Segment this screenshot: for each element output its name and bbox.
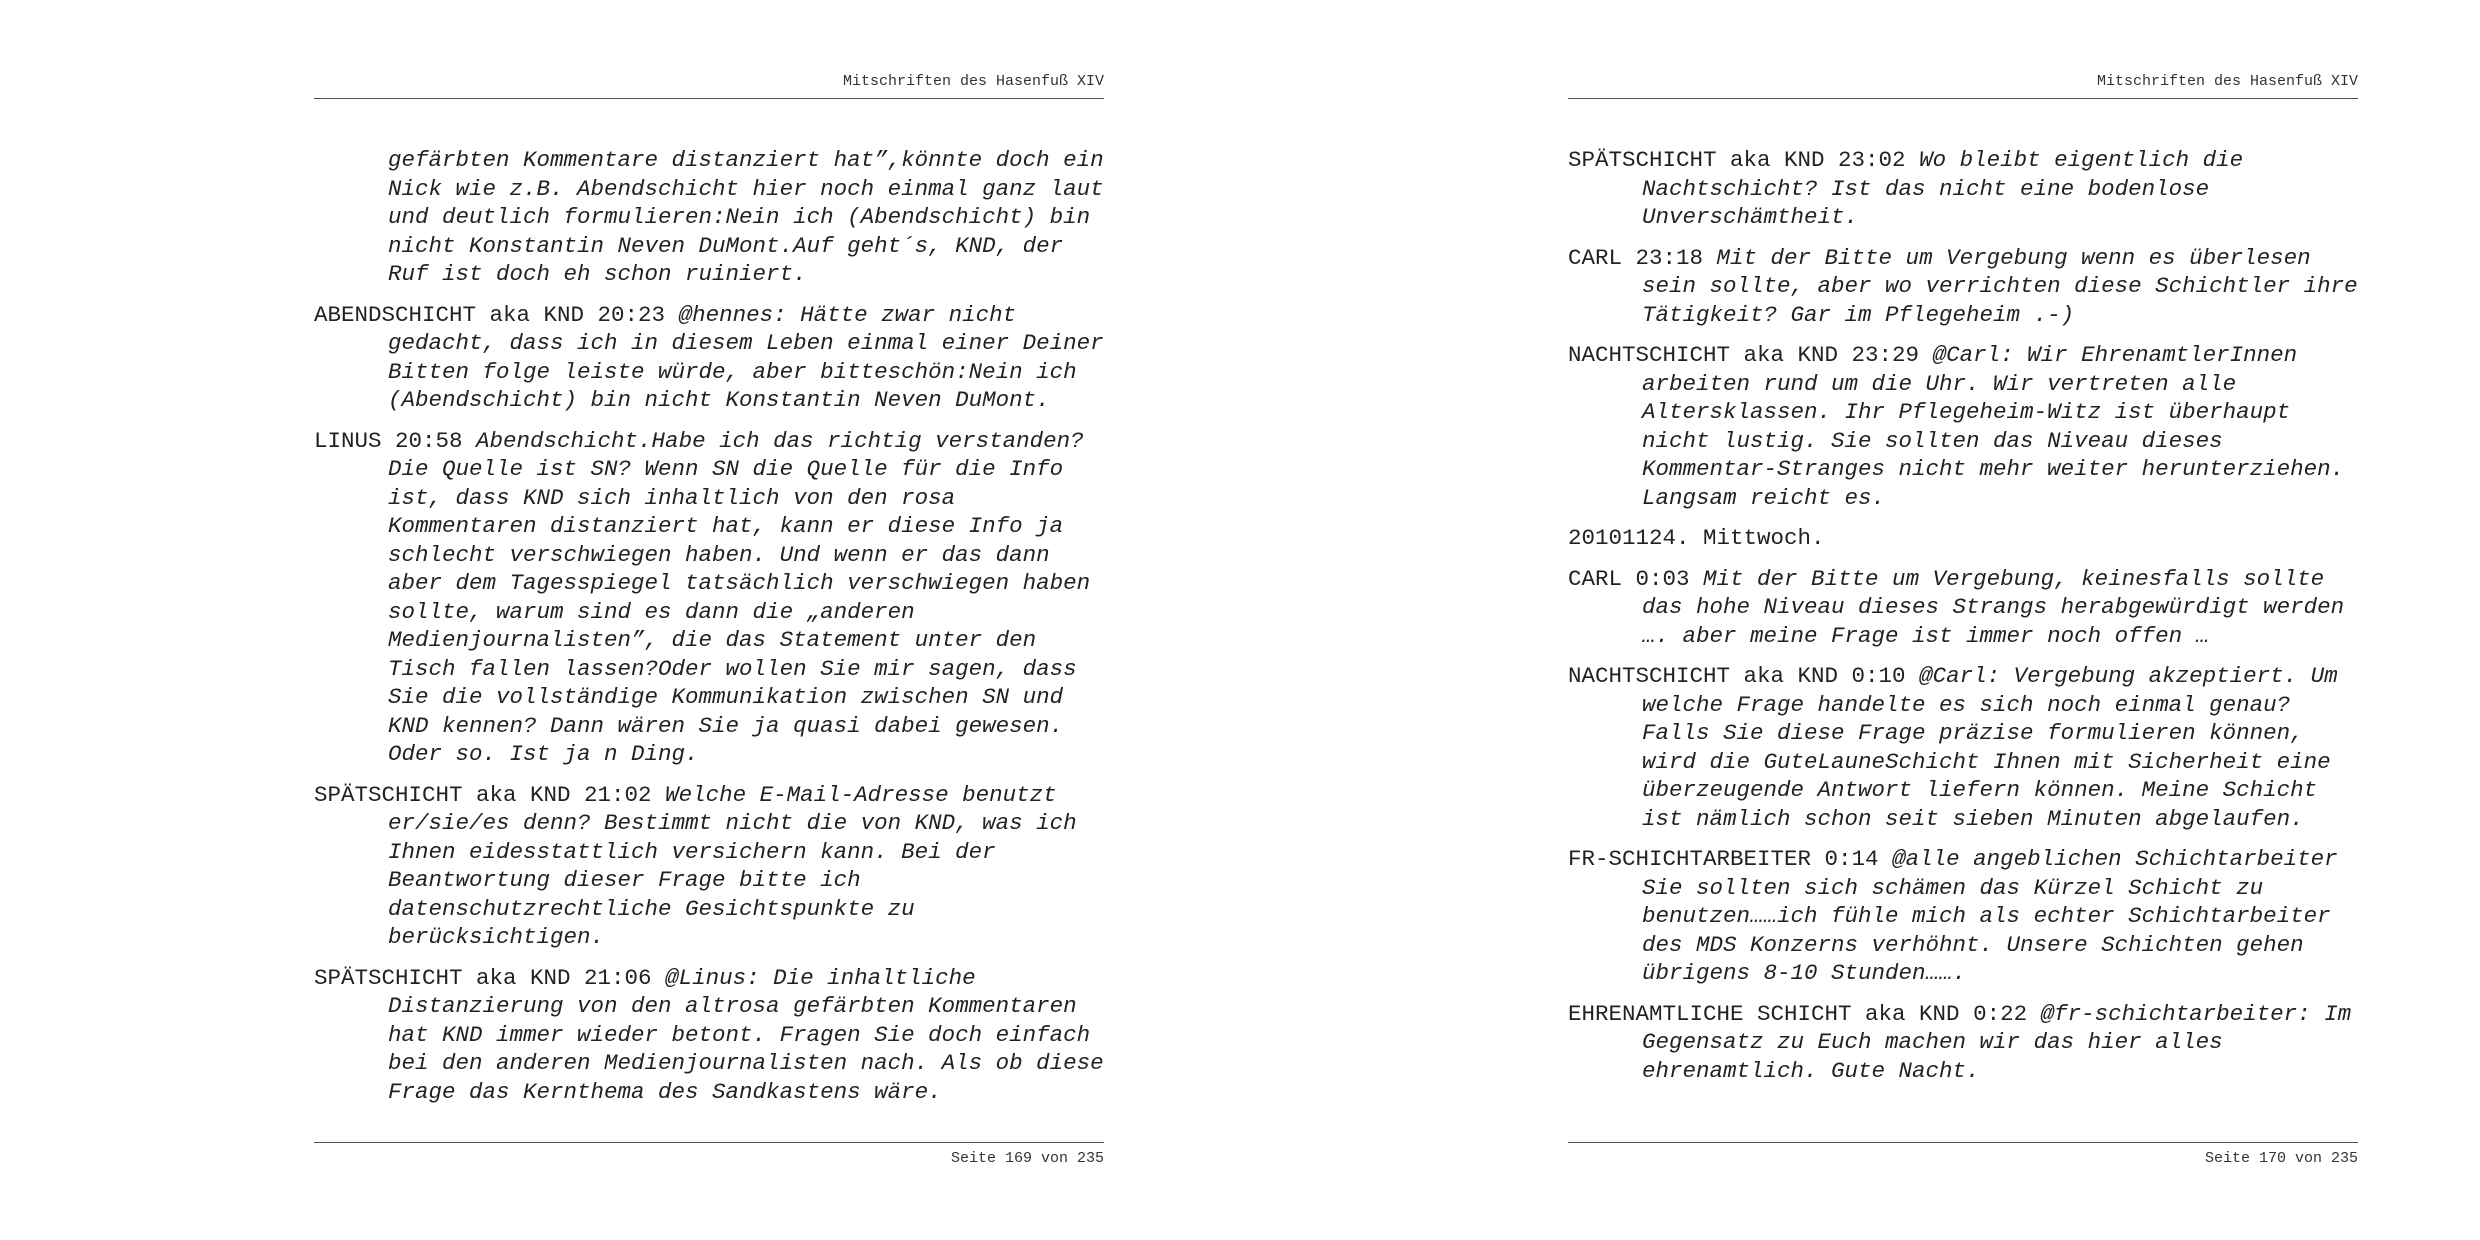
comment-entry	[1568, 662, 2358, 833]
comment-author: NACHTSCHICHT aka KND 23:29	[1568, 342, 1933, 368]
comment-author: CARL 0:03	[1568, 565, 1704, 592]
running-header: Mitschriften des Hasenfuß XIV	[2096, 73, 2358, 90]
comment-author: CARL 23:18	[1568, 244, 1717, 271]
comment-text: Mit der Bitte um Vergebung, keinesfalls sollte das hohe Niveau dieses Strangs herabgewürdigt werden …. aber meine Frage ist immer noch offen …	[1642, 565, 2345, 649]
comment-text: Abendschicht.Habe ich das richtig verstanden? Die Quelle ist SN? Wenn SN die Quelle für die Info ist, dass KND sich inhaltlich von den rosa Kommentaren distanziert hat, kann er diese Info ja schlecht verschwiegen haben. Und wenn er das dann aber dem Tagesspiegel tatsächlich verschwiegen haben sollte, warum sind es dann die „anderen Medienjournalisten”, die das Statement unter den Tisch fallen lassen?Oder wollen Sie mir sagen, dass Sie die vollständige Kommunikation zwischen SN und KND kennen? Dann wären Sie ja quasi dabei gewesen. Oder so. Ist ja n Ding.	[388, 427, 1091, 767]
comment-entry	[1568, 244, 2358, 330]
comment-text: Wo bleibt eigentlich die Nachtschicht? Ist das nicht eine bodenlose Unverschämtheit.	[1642, 147, 2244, 230]
comment-author: SPÄTSCHICHT aka KND 21:02	[314, 781, 666, 808]
footer-rule	[1568, 1142, 2358, 1143]
comment-author: NACHTSCHICHT aka KND 0:10	[1568, 663, 1920, 689]
page-number: Seite 169 von 235	[950, 1150, 1104, 1167]
comment-author: SPÄTSCHICHT aka KND 23:02	[1568, 147, 1920, 173]
comment-author: SPÄTSCHICHT aka KND 21:06	[314, 964, 666, 991]
comment-text: Welche E-Mail-Adresse benutzt er/sie/es denn? Bestimmt nicht die von KND, was ich Ihnen eidesstattlich versichern kann. Bei der Beantwortung dieser Frage bitte ich datenschutzrechtliche Gesichtspunkte zu berücksichtigen.	[388, 781, 1077, 950]
page-body	[1568, 146, 2358, 1097]
right-page	[1240, 0, 2480, 1240]
comment-entry	[314, 427, 1104, 769]
comment-entry	[1568, 1000, 2358, 1086]
comment-entry	[1568, 845, 2358, 988]
comment-text: @Carl: Vergebung akzeptiert. Um welche Frage handelte es sich noch einmal genau? Falls Sie diese Frage präzise formulieren können, wird die GuteLauneSchicht Ihnen mit Sicherheit eine überzeugende Antwort liefern können. Meine Schicht ist nämlich schon seit sieben Minuten abgelaufen.	[1642, 663, 2338, 832]
comment-text: gefärbten Kommentare distanziert hat”,könnte doch ein Nick wie z.B. Abendschicht hier noch einmal ganz laut und deutlich formulieren:Nein ich (Abendschicht) bin nicht Konstantin Neven DuMont.Auf geht´s, KND, der Ruf ist doch eh schon ruiniert.	[388, 147, 1104, 287]
comment-text: Mit der Bitte um Vergebung wenn es überlesen sein sollte, aber wo verrichten diese Schichtler ihre Tätigkeit? Gar im Pflegeheim .-)	[1642, 244, 2358, 328]
header-rule	[1568, 98, 2358, 99]
date-heading	[1568, 524, 2358, 553]
page-body	[314, 146, 1104, 1118]
comment-author: ABENDSCHICHT aka KND 20:23	[314, 301, 679, 328]
comment-entry	[314, 146, 1104, 289]
comment-entry	[1568, 341, 2358, 512]
comment-entry	[314, 781, 1104, 952]
comment-entry	[1568, 146, 2358, 232]
comment-entry	[1568, 565, 2358, 651]
footer-rule	[314, 1142, 1104, 1143]
comment-entry	[314, 301, 1104, 415]
page-number: Seite 170 von 235	[2204, 1150, 2358, 1167]
comment-text: @Carl: Wir EhrenamtlerInnen arbeiten rund um die Uhr. Wir vertreten alle Altersklassen. Ihr Pflegeheim-Witz ist überhaupt nicht lustig. Sie sollten das Niveau dieses Kommentar-Stranges nicht mehr weiter herunterziehen. Langsam reicht es.	[1642, 342, 2345, 511]
comment-text: @Linus: Die inhaltliche Distanzierung von den altrosa gefärbten Kommentaren hat KND immer wieder betont. Fragen Sie doch einfach bei den anderen Medienjournalisten nach. Als ob diese Frage das Kernthema des Sandkastens wäre.	[388, 964, 1104, 1105]
comment-author: FR-SCHICHTARBEITER 0:14	[1568, 846, 1893, 872]
comment-author: LINUS 20:58	[314, 427, 477, 454]
comment-text: @hennes: Hätte zwar nicht gedacht, dass ich in diesem Leben einmal einer Deiner Bitten folge leiste würde, aber bitteschön:Nein ich (Abendschicht) bin nicht Konstantin Neven DuMont.	[388, 301, 1104, 413]
comment-author: EHRENAMTLICHE SCHICHT aka KND 0:22	[1568, 1000, 2041, 1027]
header-rule	[314, 98, 1104, 99]
date-text: 20101124. Mittwoch.	[1568, 525, 1825, 551]
comment-text: @alle angeblichen Schichtarbeiter Sie sollten sich schämen das Kürzel Schicht zu benutzen……ich fühle mich als echter Schichtarbeiter des MDS Konzerns verhöhnt. Unsere Schichten gehen übrigens 8-10 Stunden…….	[1642, 846, 2338, 986]
comment-entry	[314, 964, 1104, 1107]
comment-text: @fr-schichtarbeiter: Im Gegensatz zu Euch machen wir das hier alles ehrenamtlich. Gute Nacht.	[1642, 1000, 2352, 1084]
running-header: Mitschriften des Hasenfuß XIV	[842, 73, 1104, 90]
